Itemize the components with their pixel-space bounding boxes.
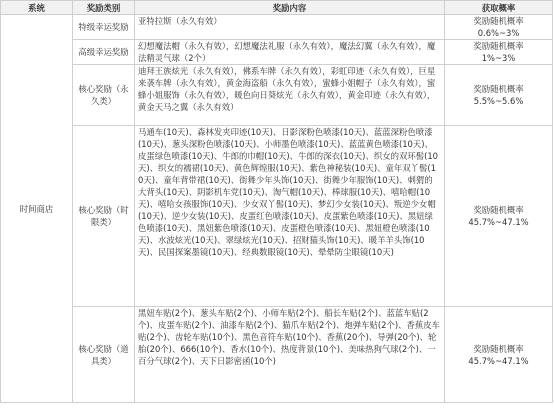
probability-label: 奖励随机概率 [473, 205, 524, 215]
probability-cell [445, 307, 553, 403]
category-cell: 核心奖励（时限类） [73, 126, 135, 307]
header-system: 系统 [1, 1, 73, 15]
probability-value: 5.5%~5.6% [473, 96, 524, 106]
probability-value: 0.6%~3% [477, 28, 520, 38]
probability-label: 奖励随机概率 [473, 41, 524, 51]
table-row [1, 307, 553, 403]
header-content: 奖励内容 [135, 1, 445, 15]
category-cell: 核心奖励（永久类） [73, 65, 135, 126]
probability-cell [445, 40, 553, 65]
table-row [1, 65, 553, 126]
table-row [1, 15, 553, 40]
category-cell: 高级幸运奖励 [73, 40, 135, 65]
content-cell: 马通车(10天)、森林发夹印迹(10天)、日影深粉色喷漆(10天)、蓝蓝深粉色喷漆(10天)、葱头深粉色喷漆(10天)、小师墨色喷漆(10天)、蓝蓝黄色喷漆(10天)、皮蛋绿色喷漆(10天)、牛郎的巾帽(10天)、牛郎的深衣(10天)、织女的双环髻(10天)、织女的襦裙(10天)、黄色辉煌服(10天)、紫色神秘装(10天)、童年双丫髻(10天)、童年背带裙(10天)、街舞少年头饰(10天)、街舞少年服饰(10天)、刺猬的大背头(10天)、阴影机车党(10天)、淘气帽(10天)、棒球服(10天)、嘻哈帽(10天)、嘻哈女孩服饰(10天)、少女双丫髻(10天)、梦幻少女装(10天)、叛逆少女帽(10天)、逆少女装(10天)、皮蛋红色喷漆(10天)、皮蛋紫色喷漆(10天)、黑妞绿色喷漆(10天)、黑妞紫色喷漆(10天)、皮蛋橙色喷漆(10天)、黑妞橙色喷漆(10天)、水波炫光(10天)、翠绿炫光(10天)、招财猫头饰(10天)、暖羊羊头饰(10天)、民国探案墨镜(10天)、经典数眼镜(10天)、晕晕防尘眼镜(10天) [135, 126, 445, 307]
content-cell: 黑妞车贴(2个)、葱头车贴(2个)、小师车贴(2个)、船长车贴(2个)、蓝蓝车贴(2个)、皮蛋车贴(2个)、油漆车贴(2个)、猫爪车贴(2个)、炮弹车贴(2个)、香蕉皮车贴(2个)、齿轮车贴(10个)、黑色音符车贴(10个)、香蕉(20个)、导弹(20个)、轮胎(20个)、666(10个)、香水(10个)、热度背景(10个)、美味热狗气球(2个)、一百分气球(2个)、天下日影密函(10个) [135, 307, 445, 403]
system-name: 时间商店 [1, 15, 73, 403]
probability-cell [445, 15, 553, 40]
probability-value: 45.7%~47.1% [468, 355, 529, 366]
probability-cell [445, 126, 553, 307]
table-row [1, 40, 553, 65]
probability-cell [445, 65, 553, 126]
probability-value: 45.7%~47.1% [468, 217, 529, 227]
category-cell: 核心奖励（道具类） [73, 307, 135, 403]
header-row [1, 1, 553, 15]
content-cell: 亚特拉斯（永久有效） [135, 15, 445, 40]
probability-value: 1%~3% [481, 53, 516, 63]
probability-label: 奖励随机概率 [473, 16, 524, 26]
category-cell: 特级幸运奖励 [73, 15, 135, 40]
probability-label: 奖励随机概率 [473, 343, 524, 354]
content-cell: 幻想魔法帽（永久有效），幻想魔法礼服（永久有效），魔法幻翼（永久有效），魔法精灵气球（2个） [135, 40, 445, 65]
header-probability: 获取概率 [445, 1, 553, 15]
table-row [1, 126, 553, 307]
content-cell: 迪拜王族炫光（永久有效），佛系车牌（永久有效），彩虹印迹（永久有效），巨星来袭车牌（永久有效），黄金海盗船（永久有效），蜜蜂小姐帽子（永久有效），蜜蜂小姐服饰（永久有效），暖色向日葵炫光（永久有效），黄金印迹（永久有效），黄金天马之翼（永久有效） [135, 65, 445, 126]
probability-label: 奖励随机概率 [473, 84, 524, 94]
header-category: 奖励类别 [73, 1, 135, 15]
